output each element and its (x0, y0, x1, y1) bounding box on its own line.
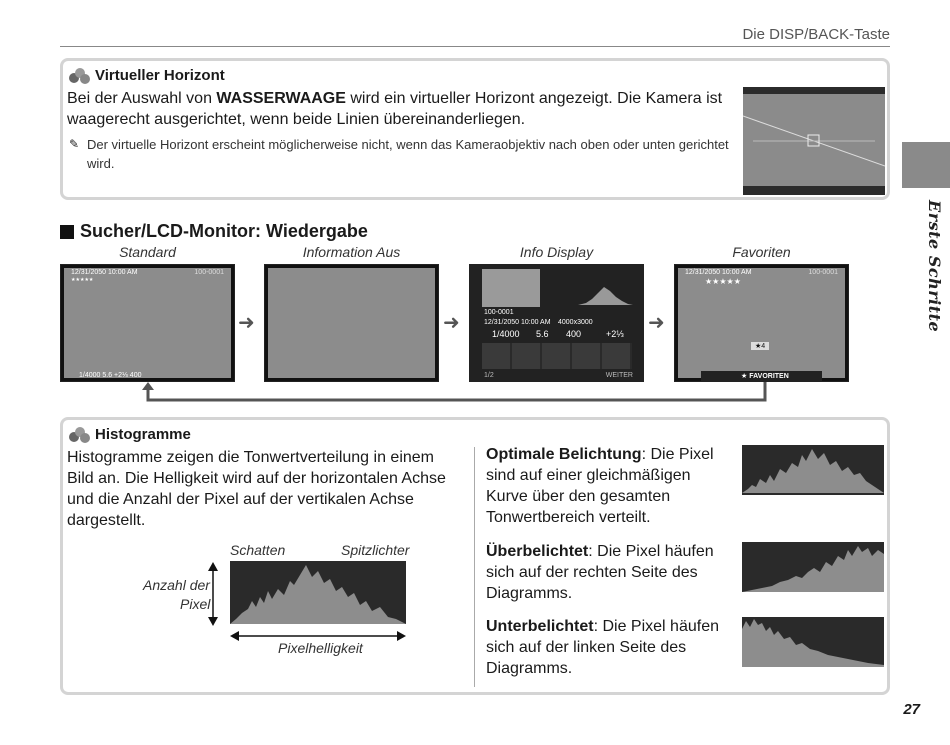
info-size: 4000x3000 (558, 319, 593, 326)
screen-standard-image (64, 268, 231, 378)
horizon-text-pre: Bei der Auswahl von (67, 90, 217, 107)
diagram-y-label-1: Anzahl der (143, 577, 210, 593)
diagram-histogram (230, 561, 406, 624)
page-number: 27 (903, 701, 920, 718)
histogram-under-shape (742, 617, 884, 667)
histogram-intro: Histogramme zeigen die Tonwertverteilung in einem Bild an. Die Helligkeit wird auf der horizontalen Achse und die Anzahl der Pixel auf der vertikalen Achse dargestellt. (67, 449, 446, 529)
std-datetime: 12/31/2050 10:00 AM (71, 269, 138, 276)
histogram-item-over (486, 541, 726, 604)
diagram-x-label: Pixelhelligkeit (278, 640, 363, 656)
info-datetime: 12/31/2050 10:00 AM (484, 319, 551, 326)
pencil-note-icon: ✎ (69, 137, 80, 151)
column-divider (474, 447, 475, 687)
horizon-box (60, 58, 890, 200)
diagram-y-arrow (206, 562, 220, 626)
info-page: 1/2 (484, 372, 494, 379)
histogram-over (742, 542, 884, 592)
item-over-term: Überbelichtet (486, 543, 589, 560)
fav-frame: 100-0001 (808, 269, 838, 276)
mode-label-info-off: Information Aus (302, 244, 401, 260)
horizon-screen (743, 87, 885, 195)
return-arrow (140, 382, 780, 406)
screen-favorites (674, 264, 849, 382)
tip-icon (69, 68, 91, 84)
fav-stars: ★★★★★ (705, 277, 741, 286)
horizon-screen-image (743, 94, 885, 186)
fav-rating: ★4 (751, 342, 769, 350)
item-optimal-term: Optimale Belichtung (486, 446, 642, 463)
screen-standard (60, 264, 235, 382)
info-ev: +2⅓ (606, 329, 624, 339)
histogram-item-under (486, 616, 726, 679)
info-iso: 400 (566, 329, 582, 339)
diagram-shadows: Schatten (230, 542, 286, 558)
playback-heading (60, 221, 368, 242)
diagram-highlights: Spitzlichter (341, 542, 410, 558)
arrow-right-icon: ➜ (648, 312, 665, 334)
item-under-text: : Die Pixel häufen sich auf der linken Seite des Diagramms. (486, 618, 719, 677)
header-rule (60, 46, 890, 47)
histogram-title (69, 426, 191, 443)
horizon-lines (743, 94, 885, 186)
heading-square-icon (60, 225, 74, 239)
chapter-tab-label: Erste Schritte (925, 200, 944, 333)
diagram-y-label-2: Pixel (180, 596, 211, 612)
fav-datetime: 12/31/2050 10:00 AM (685, 269, 752, 276)
chapter-tab-marker (902, 142, 950, 188)
horizon-keyword: WASSERWAAGE (216, 90, 346, 107)
info-frame: 100-0001 (484, 309, 514, 316)
histogram-over-shape (742, 542, 884, 592)
arrow-right-icon: ➜ (238, 312, 255, 334)
horizon-title (69, 67, 225, 84)
info-thumbnail (482, 269, 540, 307)
info-shutter: 1/4000 (492, 329, 520, 339)
info-grid (482, 343, 632, 369)
histogram-under (742, 617, 884, 667)
info-mini-histogram (578, 283, 633, 305)
info-aperture: 5.6 (536, 329, 549, 339)
fav-banner: ★ FAVORITEN (741, 373, 789, 380)
histogram-optimal-shape (742, 445, 884, 495)
item-under-term: Unterbelichtet (486, 618, 594, 635)
histogram-optimal (742, 445, 884, 495)
info-next: WEITER (605, 372, 633, 379)
mode-label-info-display: Info Display (519, 244, 594, 260)
tip-icon (69, 427, 91, 443)
screen-favorites-image (678, 268, 845, 378)
histogram-title-text: Histogramme (95, 426, 191, 443)
horizon-note: Der virtuelle Horizont erscheint möglicherweise nicht, wenn das Kameraobjektiv nach oben oder unten gerichtet wird. (87, 137, 729, 171)
diagram-histogram-shape (230, 561, 406, 624)
histogram-item-optimal (486, 444, 726, 528)
screen-info-off-image (268, 268, 435, 378)
horizon-text-post: wird ein virtueller Horizont angezeigt. Die Kamera ist waagerecht ausgerichtet, wenn beide Linien übereinanderliegen. (67, 90, 723, 128)
mode-label-favorites: Favoriten (732, 244, 791, 260)
horizon-text (67, 88, 737, 130)
std-frame: 100-0001 (194, 269, 224, 276)
mode-label-standard: Standard (119, 244, 176, 260)
screen-info-off (264, 264, 439, 382)
playback-heading-text: Sucher/LCD-Monitor: Wiedergabe (80, 221, 368, 241)
page-header-title: Die DISP/BACK-Taste (742, 26, 890, 43)
horizon-title-text: Virtueller Horizont (95, 67, 225, 84)
screen-info-display (469, 264, 644, 382)
item-over-text: : Die Pixel häufen sich auf der rechten Seite des Diagramms. (486, 543, 714, 602)
std-exposure: 1/4000 5.6 +2⅓ 400 (79, 372, 142, 379)
arrow-right-icon: ➜ (443, 312, 460, 334)
std-stars: ★★★★★ (71, 277, 94, 283)
item-optimal-text: : Die Pixel sind auf einer gleichmäßigen Kurve über den gesamten Tonwertbereich verteilt. (486, 446, 714, 526)
